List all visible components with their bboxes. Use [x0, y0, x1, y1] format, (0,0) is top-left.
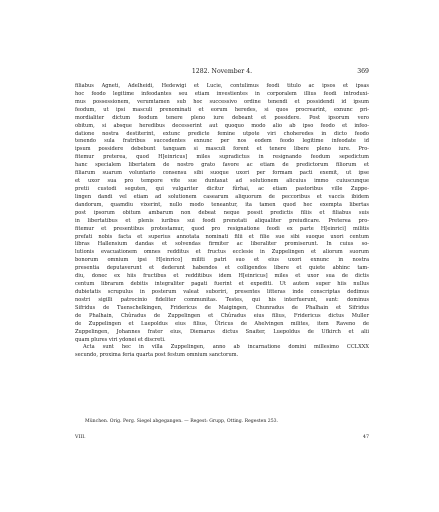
text-line: prefati nobis facta et superius annotata nominati filii et filie sue sibi suoque uxori centum: [75, 233, 369, 240]
header-date: 1282. November 4.: [191, 68, 253, 75]
text-line: centum librarum debitis integraliter pagati fuerint et expediti. Ut autem super hiis nullus: [75, 281, 369, 288]
footer-sheet-number: 47: [362, 435, 369, 440]
text-line: tenendo sula fratribus succedentes exnunc per nos eodem feodo legitime infeodate id: [75, 138, 369, 145]
text-line: mus possessionem, verumtamen sub hoc successivo ordine tenendi et possidendi id ipsum: [75, 98, 369, 105]
text-line: fitemur et presentibus protestamur, quod pro resignatione feodi ex parte H[einrici] militis: [75, 225, 369, 232]
document-body: [75, 83, 369, 360]
text-line: de Zuppelingen et Luepoldus eius filius, Ûlricus de Ahelvingen milites, item Raveno de: [75, 320, 369, 327]
text-line: nostri sigilli patrocinio fideliter communitas. Testes, qui his interfuerunt, sunt: dominus: [75, 296, 369, 303]
text-line: post ipsorum obitum ambarum non debeat neque possit predictis filiis et filiabus suis: [75, 209, 369, 216]
page-footer: [75, 435, 369, 443]
page-header: [75, 68, 369, 78]
source-note: München. Orig. Perg. Siegel abgegangen. — Regest: Grupp, Otting. Regesten 253.: [85, 419, 279, 424]
text-line: de Phalhain, Chûradus de Zuppelingen et Chûradus eius filius, Fridericus dictus Muller: [75, 312, 369, 319]
text-line: fitemur preterea, quod H[einricus] miles supradictus in resignando feodum sepedictum: [75, 154, 369, 161]
text-line: mordialiter dictum feodum tenere pleno iure debeant et possidere. Post ipsorum vero: [75, 114, 369, 121]
text-line: libras Hallensium dandas et solvendas firmiter ac liberaliter promiserunt. In cuius so-: [75, 241, 369, 248]
text-line: datione nostra destiterint, extunc predicte femine utpote viri choheredes in dicto feodo: [75, 130, 369, 137]
text-line: filiabus Agneti, Adelheidi, Hedewigi et Lucie, contulimus feodi titulo ac ipsos et ipsas: [75, 83, 369, 89]
text-line: secundo, proxima feria quarta post festum omnium sanctorum.: [75, 352, 239, 359]
page-number: 369: [357, 68, 369, 75]
footer-signature: VIII.: [75, 435, 86, 440]
text-line: Sifridus de Tuenschelkingen, Fridericus de Maigingen, Chunradus de Phalhain et Sifridus: [75, 304, 369, 311]
text-line: et uxor sua pro tempore vite sue duntaxat ad solutionem alicuius immo cuiuscunque: [75, 178, 369, 185]
text-line: feodum, ut ipsi masculi prenominati et eorum heredes, si quos procrearint, exnunc pri-: [75, 106, 369, 113]
text-line: bonorum omnium ipsi H[einrico] militi patri suo et eius uxori exnunc in nostra: [75, 257, 369, 264]
text-line: filiarum suarum voluntario consensu sibi suoque uxori per formam pacti exemit, ut ipse: [75, 170, 369, 177]
text-line: dubietatis scrupulus in posterum valeat suboriri, presentes litteras inde conscriptas dedimus: [75, 288, 369, 295]
text-line: hoc feodo legitime infeodantes seu etiam investientes in corporalem illius feodi introduxi-: [75, 90, 369, 97]
text-line: lutionis evacuationem omnes redditus et fructus ecclesie in Zuppelingen et aliorum suorum: [75, 249, 369, 256]
text-line: dandorum, quamdiu vixerint, nullo modo teneantur, ita tamen quod hec exempta libertas: [75, 201, 369, 208]
text-line: obitum, si absque heredibus decesserint aut quoquo modo alio ab ipso feodo et infeo-: [75, 122, 369, 129]
text-line: Acta sunt hec in villa Zuppelingen, anno ab incarnatione domini millesimo CCLXXX: [83, 344, 369, 351]
text-line: diu, donec ex hiis fructibus et redditibus idem H[einricus] miles et uxor sua de dictis: [75, 273, 369, 280]
text-line: Zuppelingen, Johannes frater eius, Diemarus dictus Snaiter, Luepoldus de Ufkirch et alii: [75, 328, 369, 335]
text-line: presentia deputaverunt et dederunt habendos et colligendos libere et quiete abhinc tam-: [75, 265, 369, 272]
text-line: hanc specialem libertatem de nostro grato favore ac etiam de predictorum filiorum et: [75, 162, 369, 169]
text-line: in libertatibus et plenis iuribus sui feodi prenotati aliqualiter preiudicare. Preterea pro-: [75, 217, 369, 224]
text-line: ipsum possidere debebunt tanquam si masculi forent et tenere libere pleno iure. Pro-: [75, 146, 369, 153]
text-line: pretii custodi seguten, qui vulgariter dicitur fûrhai, ac etiam pastoribus ville Zuppe-: [75, 185, 369, 192]
text-line: lingen dandi vel etiam ad solutionem casearum aliquorum de peccoribus et vaccis ibidem: [75, 193, 369, 200]
text-line: quam plures viri ydonei et discreti.: [75, 336, 166, 343]
